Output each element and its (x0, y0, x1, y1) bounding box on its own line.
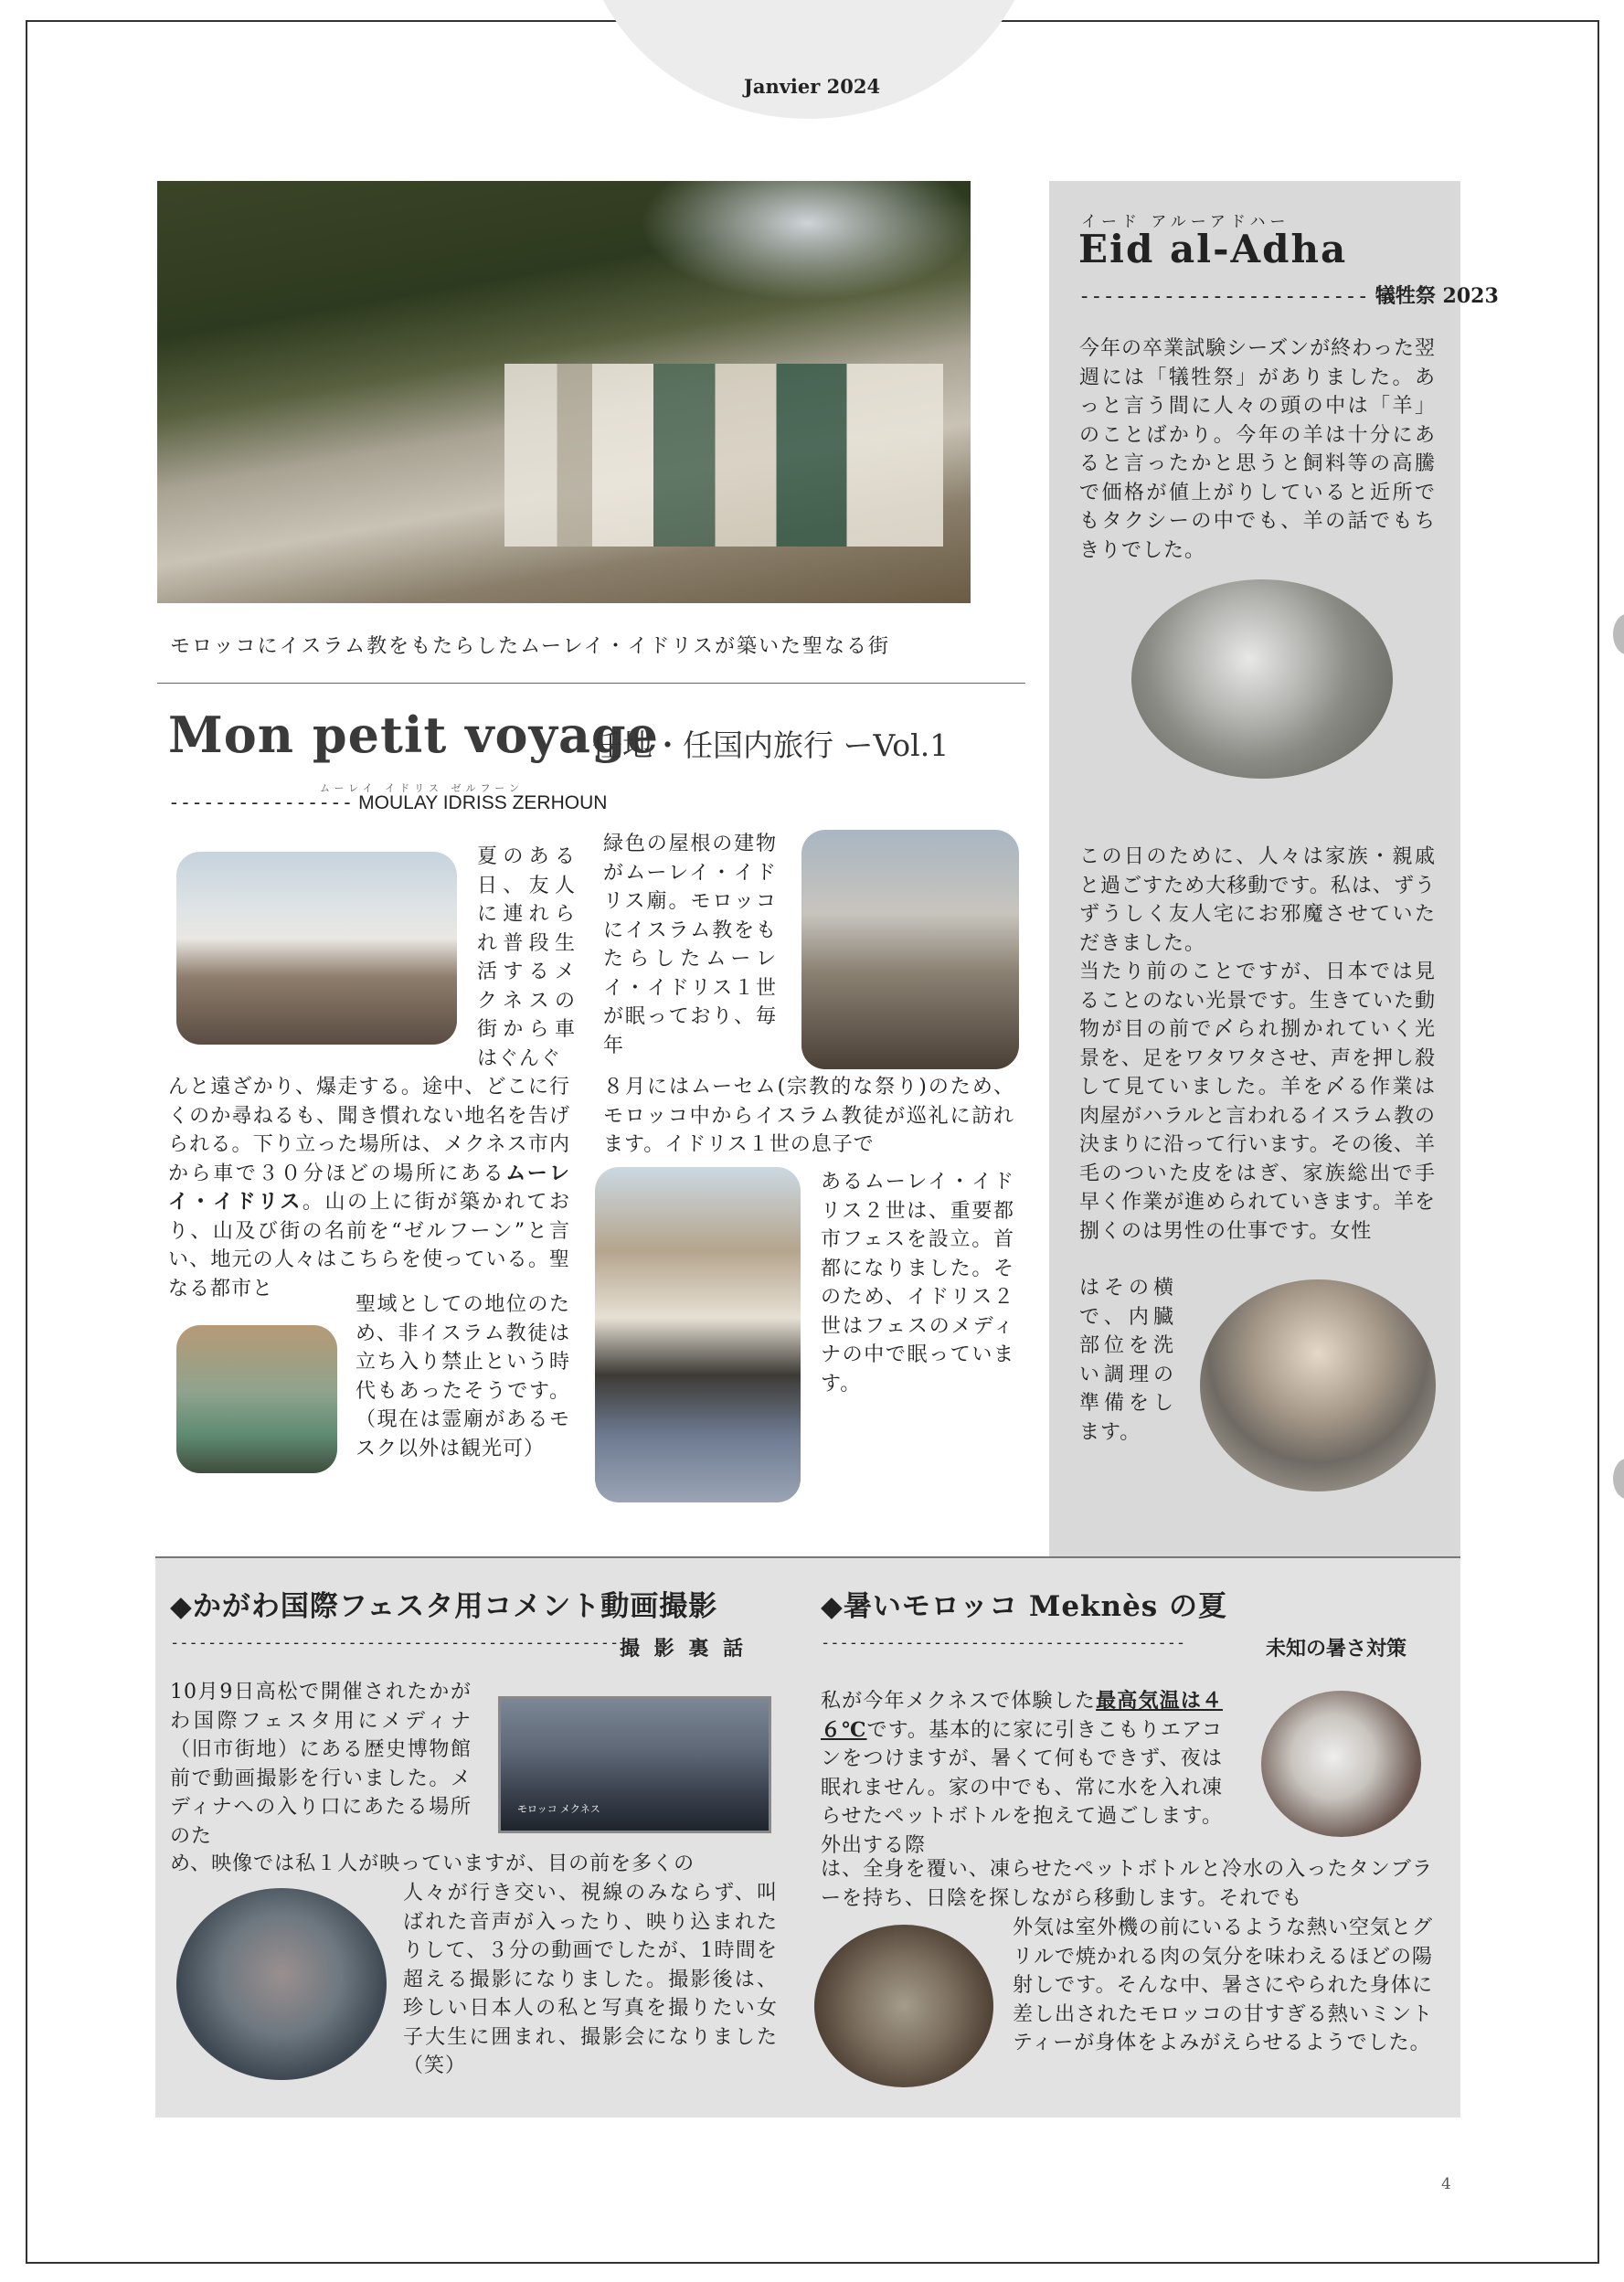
sidebar-dashes: ------------------------ (1078, 285, 1369, 308)
page-number: 4 (1441, 2175, 1451, 2193)
article-col1-narrow2: 聖域としての地位のため、非イスラム教徒は立ち入り禁止という時代もあったそうです。（現在は霊廟があるモスク以外は観光可） (356, 1293, 570, 1460)
hero-caption: モロッコにイスラム教をもたらしたムーレイ・イドリスが築いた聖なる街 (170, 635, 891, 658)
article-subtitle: 任地・任国内旅行 ーVol.1 (592, 727, 950, 763)
summer-dashes: --------------------------------------- (821, 1634, 1186, 1652)
bottom-divider (155, 1556, 1460, 1558)
photo-sheep-truck (1131, 579, 1393, 779)
photo-video-still (498, 1696, 771, 1833)
photo-frozen-bottle (1261, 1691, 1421, 1837)
summer-heading: ◆暑いモロッコ Meknès の夏 (821, 1590, 1228, 1623)
binding-hole (1613, 614, 1624, 654)
summer-paragraph-1: 私が今年メクネスで体験した最高気温は４６℃です。基本的に家に引きこもりエアコンをつけますが、暑くて何もできず、夜は眠れません。家の中でも、常に水を入れ凍らせたペットボトルを抱えて過ごします。外出する際 (821, 1689, 1223, 1857)
article-col2-wide: ８月にはムーセム(宗教的な祭り)のため、モロッコ中からイスラム教徒が巡礼に訪れます。イドリス１世の息子で (603, 1076, 1014, 1156)
sidebar-subtitle-text: 犠牲祭 2023 (1375, 284, 1499, 308)
byline-ruby: ムーレイ イドリス ゼルフーン (320, 782, 524, 794)
divider (157, 683, 1025, 684)
photo-mint-tea (814, 1925, 993, 2087)
sidebar-subtitle (1078, 281, 1499, 309)
hero-photo-hillside-town (157, 181, 971, 603)
article-col2-narrow2: あるムーレイ・イドリス２世は、重要都市フェスを設立。首都になりました。そのため、イドリス２世はフェスのメディナの中で眠っています。 (821, 1171, 1014, 1396)
photo-author-overlook (801, 830, 1019, 1069)
festa-subheading: 撮 影 裏 話 (620, 1637, 747, 1661)
article-col1-wide: んと遠ざかり、爆走する。途中、どこに行くのか尋ねるも、聞き慣れない地名を告げられる。下り立った場所は、メクネス市内から車で３０分ほどの場所にあるムーレイ・イドリス。山の上に街が築かれており、山及び街の名前を“ゼルフーン”と言い、地元の人々はこちらを使っている。聖なる都市と (168, 1076, 570, 1300)
article-col2-narrow: 緑色の屋根の建物がムーレイ・イドリス廟。モロッコにイスラム教をもたらしたムーレイ・イドリス１世が眠っており、毎年 (603, 833, 777, 1057)
summer-paragraph-wide: は、全身を覆い、凍らせたペットボトルと冷水の入ったタンブラーを持ち、日陰を探しながら移動します。それでも (821, 1858, 1433, 1910)
video-caption: モロッコ メクネス (517, 1804, 600, 1815)
festa-dashes: ------------------------------------------------ (170, 1634, 620, 1652)
issue-date: Janvier 2024 (743, 75, 881, 98)
byline-text: MOULAY IDRISS ZERHOUN (358, 792, 608, 813)
sidebar-paragraph-1: 今年の卒業試験シーズンが終わった翌週には「犠牲祭」がありました。あっと言う間に人々の頭の中は「羊」のことばかり。今年の羊は十分にあると言ったかと思うと飼料等の高騰で価格が値上がりしていると近所でもタクシーの中でも、羊の話でもちきりでした。 (1079, 337, 1436, 562)
sidebar-ruby: イード アルーアドハー (1081, 213, 1290, 231)
photo-green-gate (176, 1325, 337, 1473)
festa-paragraph-narrow2: 人々が行き交い、視線のみならず、叫ばれた音声が入ったり、映り込まれたりして、３分の動画でしたが、1時間を超える撮影になりました。撮影後は、珍しい日本人の私と写真を撮りたい女子大生に囲まれ、撮影会になりました（笑） (403, 1882, 778, 2077)
photo-museum-tiles (176, 1888, 387, 2080)
article-title: Mon petit voyage (168, 706, 660, 764)
binding-hole (1613, 1459, 1624, 1499)
sidebar-paragraph-4: はその横で、内臓部位を洗い調理の準備をします。 (1079, 1277, 1174, 1444)
article-col1-narrow: 夏のある日、友人に連れられ普段生活するメクネスの街から車はぐんぐ (477, 845, 576, 1070)
byline-dashes: ---------------- (168, 791, 354, 813)
sidebar-paragraph-3: 当たり前のことですが、日本では見ることのない光景です。生きていた動物が目の前で〆られ捌かれていく光景を、足をワタワタさせ、声を押し殺して見ていました。羊を〆る作業は肉屋がハラルと言われるイスラム教の決まりに沿って行います。その後、羊毛のついた皮をはぎ、家族総出で手早く作業が進められていきます。羊を捌くのは男性の仕事です。女性 (1079, 961, 1436, 1243)
sidebar-title: Eid al-Adha (1078, 227, 1348, 271)
byline (168, 791, 607, 814)
festa-paragraph-wide: め、映像では私１人が映っていますが、目の前を多くの (170, 1852, 695, 1875)
festa-heading: ◆かがわ国際フェスタ用コメント動画撮影 (170, 1590, 718, 1623)
sidebar-paragraph-2: この日のために、人々は家族・親戚と過ごすため大移動です。私は、ずうずうしく友人宅にお邪魔させていただきました。 (1079, 845, 1436, 955)
summer-subheading: 未知の暑さ対策 (1266, 1637, 1407, 1661)
photo-square-market (176, 852, 457, 1045)
festa-paragraph-narrow: 10月9日高松で開催されたかがわ国際フェスタ用にメディナ（旧市街地）にある歴史博物館前で動画撮影を行いました。メディナへの入り口にあたる場所のた (170, 1681, 472, 1848)
photo-mausoleum-courtyard (595, 1167, 801, 1502)
photo-cooking-preparation (1200, 1279, 1436, 1491)
summer-paragraph-narrow2: 外気は室外機の前にいるような熱い空気とグリルで焼かれる肉の気分を味わえるほどの陽射しです。そんな中、暑さにやられた身体に差し出されたモロッコの甘すぎる熱いミントティーが身体をよみがえらせるようでした。 (1013, 1916, 1434, 2054)
